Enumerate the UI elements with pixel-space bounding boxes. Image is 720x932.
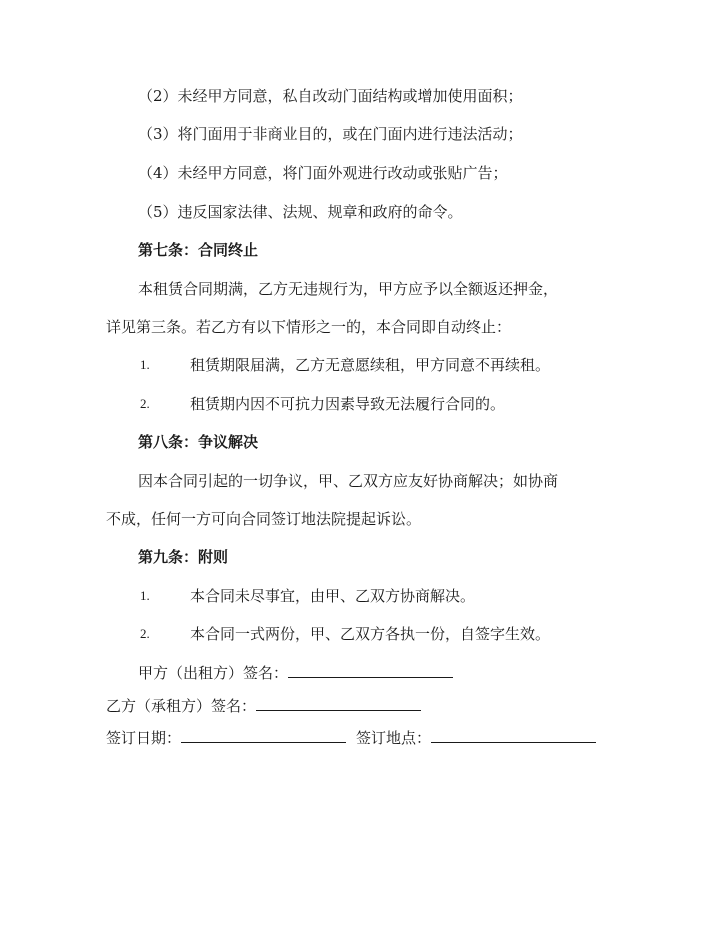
list-number: 2. [140, 626, 150, 641]
list-number: 2. [140, 396, 150, 411]
clause-item: （2）未经甲方同意，私自改动门面结构或增加使用面积； [138, 87, 523, 105]
clause-item: （3）将门面用于非商业目的，或在门面内进行违法活动； [138, 125, 523, 143]
party-b-label: 乙方（承租方）签名： [106, 697, 257, 715]
list-number: 1. [140, 588, 150, 603]
party-b-signature-blank[interactable] [256, 695, 421, 711]
article-9-heading: 第九条：附则 [138, 548, 229, 566]
party-a-label: 甲方（出租方）签名： [138, 664, 289, 682]
date-place-line [106, 727, 596, 748]
article-8-paragraph-line1: 因本合同引起的一切争议，甲、乙双方应友好协商解决；如协商 [138, 472, 559, 490]
list-item: 本合同未尽事宜，由甲、乙双方协商解决。 [190, 587, 476, 605]
article-7-heading: 第七条：合同终止 [138, 241, 259, 259]
list-item: 本合同一式两份，甲、乙双方各执一份，自签字生效。 [190, 625, 551, 643]
clause-item: （4）未经甲方同意，将门面外观进行改动或张贴广告； [138, 164, 508, 182]
sign-date-label: 签订日期： [106, 729, 182, 747]
list-number: 1. [140, 357, 150, 372]
article-7-paragraph-line1: 本租赁合同期满，乙方无违规行为，甲方应予以全额返还押金， [138, 280, 559, 298]
sign-place-blank[interactable] [431, 727, 596, 743]
party-a-signature [138, 662, 453, 683]
list-item: 租赁期内因不可抗力因素导致无法履行合同的。 [190, 395, 506, 413]
article-8-paragraph-line2: 不成，任何一方可向合同签订地法院提起诉讼。 [106, 510, 422, 528]
list-item: 租赁期限届满，乙方无意愿续租，甲方同意不再续租。 [190, 356, 551, 374]
party-b-signature [106, 695, 421, 716]
party-a-signature-blank[interactable] [288, 662, 453, 678]
clause-item: （5）违反国家法律、法规、规章和政府的命令。 [138, 203, 463, 221]
article-7-paragraph-line2: 详见第三条。若乙方有以下情形之一的，本合同即自动终止： [106, 318, 512, 336]
sign-place-label: 签订地点： [356, 729, 432, 747]
sign-date-blank[interactable] [181, 727, 346, 743]
article-8-heading: 第八条：争议解决 [138, 433, 259, 451]
